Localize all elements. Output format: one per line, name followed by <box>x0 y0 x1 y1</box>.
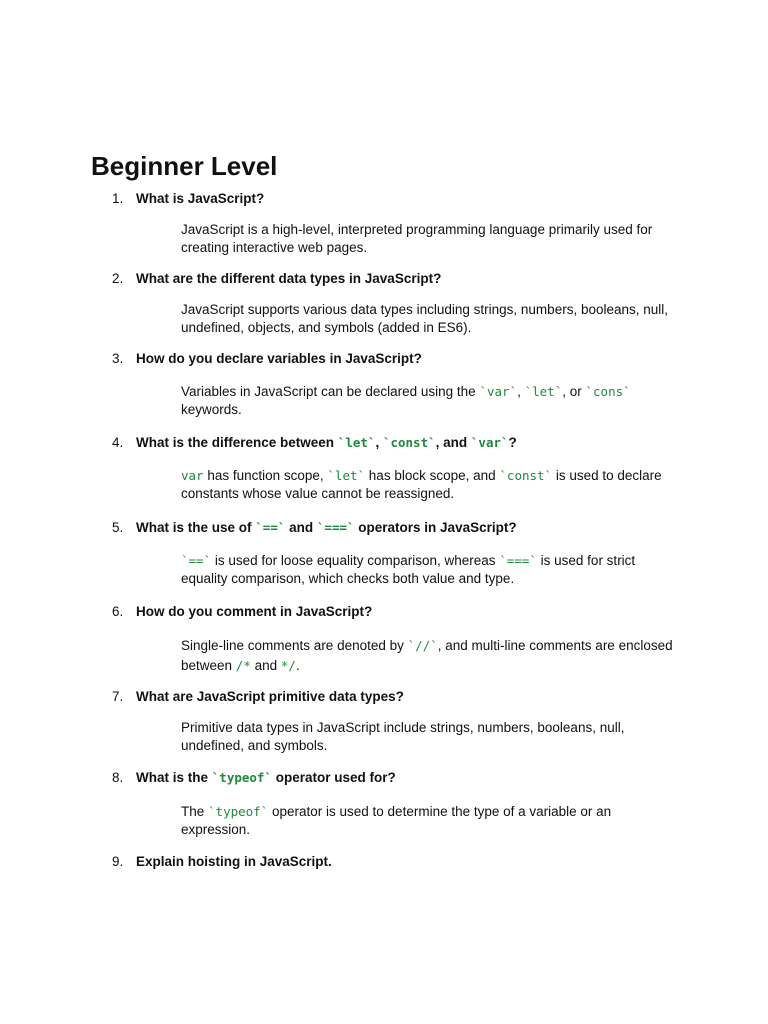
question-1: 1. What is JavaScript? <box>112 191 265 206</box>
inline-code: `let` <box>337 435 376 450</box>
inline-code: `==` <box>255 520 286 535</box>
inline-code: `const` <box>382 435 436 450</box>
question-7: 7. What are JavaScript primitive data types? <box>112 689 404 704</box>
question-number: 3. <box>112 351 124 366</box>
inline-code: `var` <box>479 384 518 399</box>
inline-code: `cons` <box>585 384 631 399</box>
question-2: 2. What are the different data types in JavaScript? <box>112 271 442 286</box>
inline-code: `var` <box>470 435 509 450</box>
inline-code: /* <box>235 658 251 673</box>
question-number: 2. <box>112 271 124 286</box>
question-number: 4. <box>112 435 124 450</box>
inline-code: `let` <box>524 384 563 399</box>
inline-code: `const` <box>499 468 553 483</box>
question-4: 4. What is the difference between `let`, `const`, and `var`? <box>112 435 517 450</box>
question-number: 1. <box>112 191 124 206</box>
question-5: 5. What is the use of `==` and `===` operators in JavaScript? <box>112 520 517 535</box>
question-3: 3. How do you declare variables in JavaScript? <box>112 351 422 366</box>
question-number: 9. <box>112 854 124 869</box>
inline-code: var <box>181 468 204 483</box>
answer-6: Single-line comments are denoted by `//`, and multi-line comments are enclosed between /* and */. <box>181 638 673 673</box>
question-number: 7. <box>112 689 124 704</box>
inline-code: `let` <box>327 468 366 483</box>
inline-code: `typeof` <box>211 770 272 785</box>
answer-8: The `typeof` operator is used to determine the type of a variable or an expression. <box>181 804 612 837</box>
inline-code: `//` <box>407 638 438 653</box>
inline-code: `==` <box>181 553 212 568</box>
question-6: 6. How do you comment in JavaScript? <box>112 604 373 619</box>
answer-7: Primitive data types in JavaScript include strings, numbers, booleans, null, undefined, and symbols. <box>181 720 625 753</box>
question-9: 9. Explain hoisting in JavaScript. <box>112 854 332 869</box>
page-title: Beginner Level <box>91 151 278 181</box>
inline-code: `typeof` <box>208 804 269 819</box>
inline-code: `===` <box>499 553 537 568</box>
question-number: 6. <box>112 604 124 619</box>
inline-code: `===` <box>316 520 355 535</box>
question-number: 8. <box>112 770 124 785</box>
answer-2: JavaScript supports various data types including strings, numbers, booleans, null, undefined, objects, and symbols (added in ES6). <box>181 302 669 335</box>
inline-code: */ <box>280 658 296 673</box>
answer-5: `==` is used for loose equality comparison, whereas `===` is used for strict equality comparison, which checks both value and type. <box>181 553 636 586</box>
answer-4: var has function scope, `let` has block scope, and `const` is used to declare constants whose value cannot be reassigned. <box>181 468 662 501</box>
answer-3: Variables in JavaScript can be declared using the `var`, `let`, or `cons` keywords. <box>181 384 631 417</box>
question-8: 8. What is the `typeof` operator used for? <box>112 770 396 785</box>
answer-1: JavaScript is a high-level, interpreted programming language primarily used for creating interactive web pages. <box>181 222 653 255</box>
question-number: 5. <box>112 520 124 535</box>
